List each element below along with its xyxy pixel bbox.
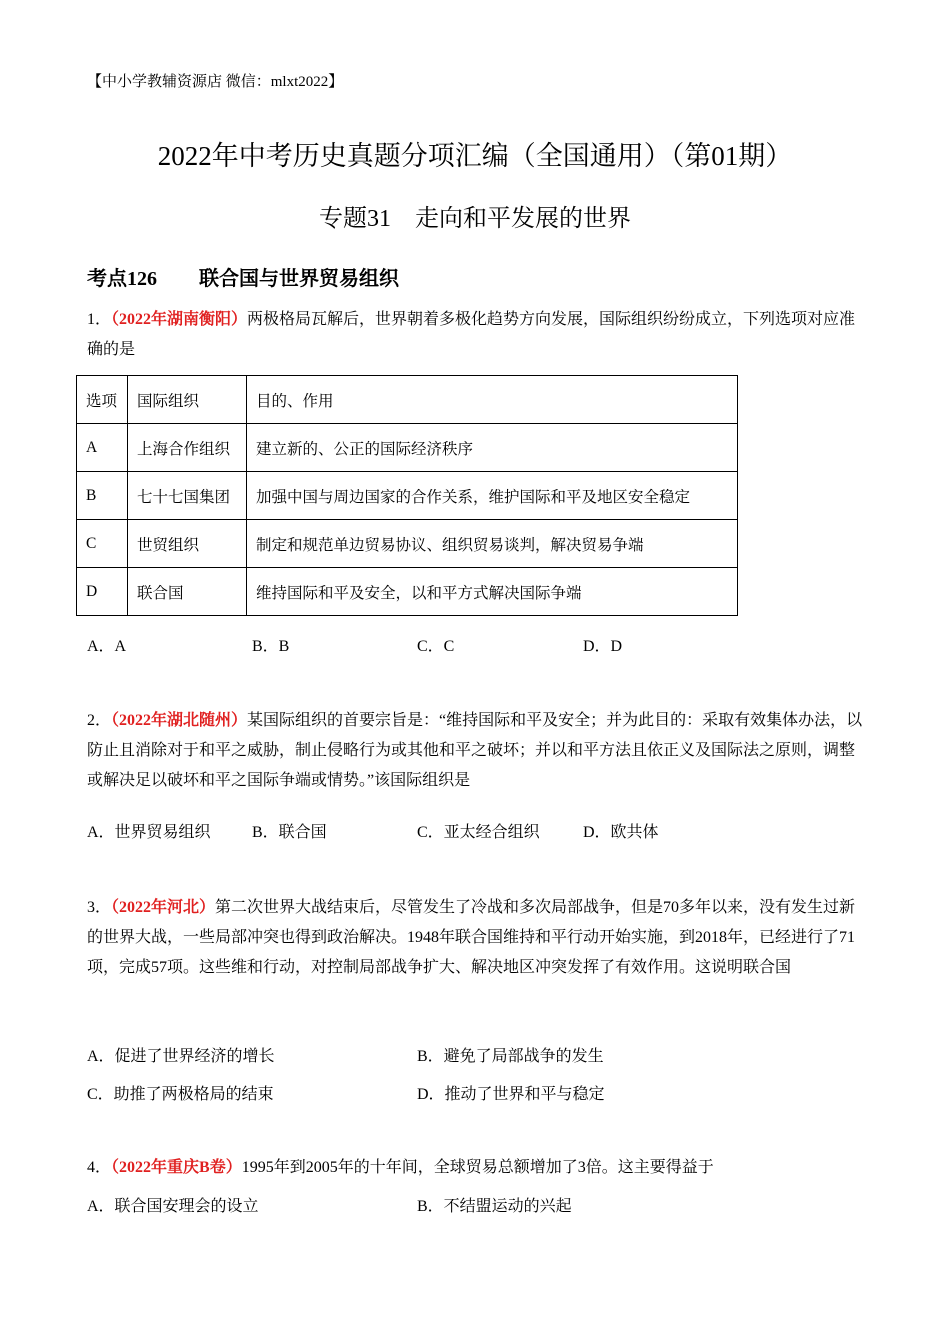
- choice-c: C．C: [417, 638, 455, 655]
- table-row: [77, 424, 738, 472]
- question-source: （2022年湖南衡阳）: [111, 311, 248, 328]
- table-row: [77, 472, 738, 520]
- question-source: （2022年重庆B卷）: [111, 1159, 242, 1176]
- choice-c: C．助推了两极格局的结束: [87, 1086, 274, 1103]
- table-header-cell: 选项: [77, 376, 128, 424]
- choice-a: A．联合国安理会的设立: [87, 1198, 259, 1215]
- table-row: [77, 520, 738, 568]
- table-cell: 七十七国集团: [128, 472, 247, 520]
- question-number: 3．: [87, 899, 112, 916]
- document-title: 2022年中考历史真题分项汇编（全国通用）（第01期）: [157, 141, 793, 171]
- table-cell: A: [77, 424, 128, 472]
- table-header-row: [77, 376, 738, 424]
- question-number: 2．: [87, 712, 112, 729]
- choice-a: A．世界贸易组织: [87, 824, 211, 841]
- table-cell: 联合国: [128, 568, 247, 616]
- choice-d: D．推动了世界和平与稳定: [417, 1086, 605, 1103]
- table-cell: C: [77, 520, 128, 568]
- table-cell: 加强中国与周边国家的合作关系，维护国际和平及地区安全稳定: [247, 472, 738, 520]
- table-cell: 世贸组织: [128, 520, 247, 568]
- choice-a: A．促进了世界经济的增长: [87, 1048, 275, 1065]
- question-source: （2022年河北）: [111, 899, 216, 916]
- question-stem: 两极格局瓦解后，世界朝着多极化趋势方向发展，国际组织纷纷成立，下列选项对应准确的是: [87, 311, 856, 358]
- choice-b: B．B: [252, 638, 290, 655]
- question-stem: 第二次世界大战结束后，尽管发生了冷战和多次局部战争，但是70多年以来，没有发生过新的世界大战，一些局部冲突也得到政治解决。1948年联合国维持和平行动开始实施，到2018年，已经进行了71项，完成57项。这些维和行动，对控制局部战争扩大、解决地区冲突发挥了有效作用。这说明联合国: [87, 899, 856, 976]
- question-1: [87, 305, 867, 365]
- choices-row: [87, 818, 887, 848]
- question-2: [87, 706, 867, 796]
- header-note: 【中小学教辅资源店 微信：mlxt2022】: [87, 74, 344, 90]
- question-stem: 某国际组织的首要宗旨是：“维持国际和平及安全；并为此目的：采取有效集体办法，以防止且消除对于和平之威胁，制止侵略行为或其他和平之破坏；并以和平方法且依正义及国际法之原则，调整或解决足以破坏和平之国际争端或情势。”该国际组织是: [87, 712, 863, 789]
- section-code: 考点126: [87, 268, 157, 290]
- section-heading: [87, 262, 399, 291]
- table-row: [77, 568, 738, 616]
- choices-row: [87, 1042, 887, 1072]
- choice-b: B．不结盟运动的兴起: [417, 1198, 572, 1215]
- table-header-cell: 目的、作用: [247, 376, 738, 424]
- choice-a: A．A: [87, 638, 127, 655]
- question-3: [87, 893, 867, 983]
- choice-d: D．D: [583, 638, 623, 655]
- question-source: （2022年湖北随州）: [111, 712, 248, 729]
- table-cell: 建立新的、公正的国际经济秩序: [247, 424, 738, 472]
- question-stem: 1995年到2005年的十年间，全球贸易总额增加了3倍。这主要得益于: [241, 1159, 714, 1176]
- table-cell: 维持国际和平及安全，以和平方式解决国际争端: [247, 568, 738, 616]
- choice-b: B．联合国: [252, 824, 327, 841]
- topic-subtitle: 专题31 走向和平发展的世界: [319, 206, 631, 232]
- table-cell: B: [77, 472, 128, 520]
- choices-row: [87, 1192, 887, 1222]
- table-cell: 上海合作组织: [128, 424, 247, 472]
- choices-row: [87, 1080, 887, 1110]
- table-header-cell: 国际组织: [128, 376, 247, 424]
- choice-d: D．欧共体: [583, 824, 659, 841]
- choice-b: B．避免了局部战争的发生: [417, 1048, 604, 1065]
- question-number: 1．: [87, 311, 112, 328]
- question-4: [87, 1153, 867, 1183]
- table-cell: 制定和规范单边贸易协议、组织贸易谈判，解决贸易争端: [247, 520, 738, 568]
- table-cell: D: [77, 568, 128, 616]
- choice-c: C．亚太经合组织: [417, 824, 540, 841]
- choices-row: [87, 632, 887, 662]
- options-table: [76, 375, 738, 616]
- section-name: 联合国与世界贸易组织: [199, 268, 399, 290]
- question-number: 4．: [87, 1159, 112, 1176]
